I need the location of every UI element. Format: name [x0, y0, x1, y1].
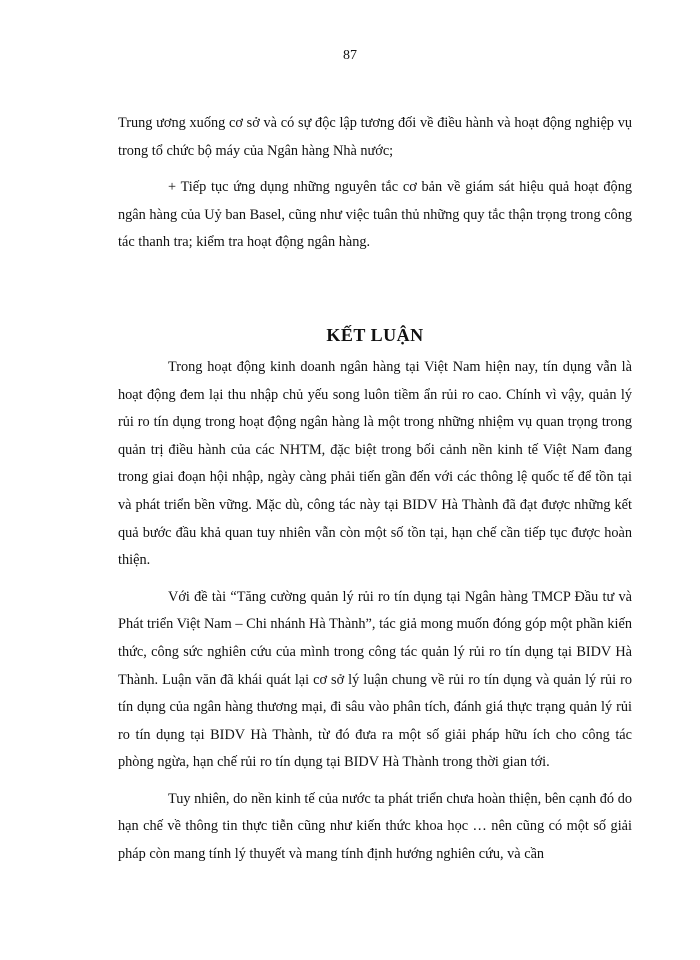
paragraph-conclusion-3: Tuy nhiên, do nền kinh tế của nước ta phát triển chưa hoàn thiện, bên cạnh đó do hạn chế về thông tin thực tiễn cũng như kiến thức khoa học … nên cũng có một số giải pháp còn mang tính lý thuyết và mang tính định hướng nghiên cứu, và cần — [118, 790, 632, 863]
paragraph-continuation: Trung ương xuống cơ sở và có sự độc lập tương đối về điều hành và hoạt động nghiệp vụ trong tổ chức bộ máy của Ngân hàng Nhà nước; — [118, 115, 632, 159]
paragraph-conclusion-2: Với đề tài “Tăng cường quản lý rủi ro tín dụng tại Ngân hàng TMCP Đầu tư và Phát triển Việt Nam – Chi nhánh Hà Thành”, tác giả mong muốn đóng góp một phần kiến thức, công sức nghiên cứu của mình trong công tác quản lý rủi ro tín dụng tại BIDV Hà Thành. Luận văn đã khái quát lại cơ sở lý luận chung về rủi ro tín dụng và quản lý rủi ro tín dụng của ngân hàng thương mại, đi sâu vào phân tích, đánh giá thực trạng quản lý rủi ro tín dụng tại BIDV Hà Thành, từ đó đưa ra một số giải pháp hữu ích cho công tác phòng ngừa, hạn chế rủi ro tín dụng tại BIDV Hà Thành trong thời gian tới. — [118, 588, 632, 771]
page-number: 87 — [343, 48, 357, 63]
section-heading-conclusion: KẾT LUẬN — [326, 324, 424, 345]
page-content — [118, 110, 632, 869]
paragraph-conclusion-1: Trong hoạt động kinh doanh ngân hàng tại Việt Nam hiện nay, tín dụng vẫn là hoạt động đem lại thu nhập chủ yếu song luôn tiềm ẩn rủi ro cao. Chính vì vậy, quản lý rủi ro tín dụng trong hoạt động ngân hàng là một trong những nhiệm vụ quan trọng trong quản trị điều hành của các NHTM, đặc biệt trong bối cảnh nền kinh tế Việt Nam đang trong giai đoạn hội nhập, ngày càng phải tiến gần đến với các thông lệ quốc tế để tồn tại và phát triển bền vững. Mặc dù, công tác này tại BIDV Hà Thành đã đạt được những kết quả bước đầu khả quan tuy nhiên vẫn còn một số tồn tại, hạn chế cần tiếp tục được hoàn thiện. — [118, 358, 632, 569]
paragraph-basel: + Tiếp tục ứng dụng những nguyên tắc cơ bản về giám sát hiệu quả hoạt động ngân hàng của Uỷ ban Basel, cũng như việc tuân thủ những quy tắc thận trọng trong công tác thanh tra; kiểm tra hoạt động ngân hàng. — [118, 179, 632, 251]
